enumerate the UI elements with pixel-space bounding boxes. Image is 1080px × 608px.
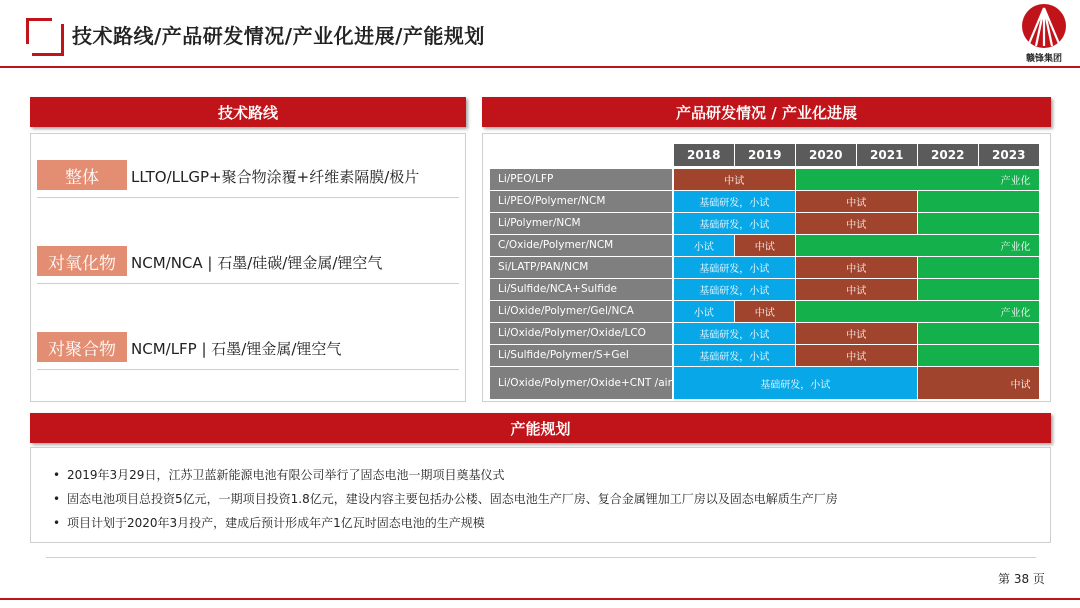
row-label: Li/Sulfide/Polymer/S+Gel (490, 345, 672, 366)
progress-panel-title: 产品研发情况 / 产业化进展 (482, 97, 1051, 127)
stage-bar-green (918, 323, 1039, 344)
route-panel (30, 133, 466, 402)
plan-item (53, 514, 485, 531)
stage-bar-brown: 中试 (796, 345, 917, 366)
stage-bar-brown: 中试 (796, 323, 917, 344)
plan-panel (30, 447, 1051, 543)
plan-item (53, 490, 838, 507)
stage-bar-blue: 基础研发，小试 (674, 323, 795, 344)
stage-bar-green (918, 213, 1039, 234)
bullet-icon: • (53, 468, 61, 482)
row-label: Li/PEO/Polymer/NCM (490, 191, 672, 212)
row-label: C/Oxide/Polymer/NCM (490, 235, 672, 256)
stage-bar-blue: 基础研发，小试 (674, 367, 917, 399)
header-divider (0, 66, 1080, 68)
year-header: 2019 (735, 144, 795, 166)
row-label: Li/Sulfide/NCA+Sulfide (490, 279, 672, 300)
stage-bar-brown: 中试 (674, 169, 795, 190)
route-text: LLTO/LLGP+聚合物涂覆+纤维素隔膜/极片 (131, 168, 420, 186)
route-tag: 对氧化物 (37, 246, 127, 276)
year-header: 2018 (674, 144, 734, 166)
route-row-oxide (37, 244, 459, 284)
year-header: 2020 (796, 144, 856, 166)
row-label: Li/Oxide/Polymer/Oxide+CNT /air (490, 367, 672, 399)
stage-bar-green: 产业化 (796, 301, 1039, 322)
page-number: 第 38 页 (998, 572, 1045, 586)
stage-bar-brown: 中试 (735, 301, 795, 322)
row-label: Si/LATP/PAN/NCM (490, 257, 672, 278)
stage-bar-blue: 基础研发，小试 (674, 191, 795, 212)
route-row-polymer (37, 330, 459, 370)
plan-item (53, 466, 504, 483)
year-header: 2023 (979, 144, 1039, 166)
bottom-bar (0, 598, 1080, 600)
stage-bar-green: 产业化 (796, 235, 1039, 256)
route-row-overall (37, 158, 459, 198)
stage-bar-green (918, 279, 1039, 300)
stage-bar-brown: 中试 (796, 213, 917, 234)
stage-bar-blue: 基础研发，小试 (674, 345, 795, 366)
route-tag: 对聚合物 (37, 332, 127, 362)
row-label: Li/PEO/LFP (490, 169, 672, 190)
year-header: 2022 (918, 144, 978, 166)
stage-bar-blue: 小试 (674, 235, 734, 256)
footer-divider (46, 557, 1036, 558)
plan-item-text: 固态电池项目总投资5亿元，一期项目投资1.8亿元，建设内容主要包括办公楼、固态电池生产厂房、复合金属锂加工厂房以及固态电解质生产厂房 (67, 492, 838, 506)
route-panel-title: 技术路线 (30, 97, 466, 127)
row-label: Li/Oxide/Polymer/Oxide/LCO (490, 323, 672, 344)
route-tag: 整体 (37, 160, 127, 190)
header-frame-icon-inner (32, 24, 64, 56)
stage-bar-brown: 中试 (796, 257, 917, 278)
stage-bar-brown: 中试 (735, 235, 795, 256)
stage-bar-green (918, 191, 1039, 212)
plan-panel-title: 产能规划 (30, 413, 1051, 443)
stage-bar-blue: 小试 (674, 301, 734, 322)
stage-bar-blue: 基础研发，小试 (674, 279, 795, 300)
bullet-icon: • (53, 516, 61, 530)
company-logo-text: 赣锋集团 (1025, 54, 1062, 64)
stage-bar-green: 产业化 (796, 169, 1039, 190)
stage-bar-blue: 基础研发，小试 (674, 257, 795, 278)
route-text: NCM/LFP | 石墨/锂金属/锂空气 (131, 340, 342, 358)
stage-bar-brown: 中试 (796, 279, 917, 300)
page-title: 技术路线/产品研发情况/产业化进展/产能规划 (72, 24, 485, 48)
bullet-icon: • (53, 492, 61, 506)
stage-bar-green (918, 345, 1039, 366)
stage-bar-brown: 中试 (918, 367, 1039, 399)
plan-item-text: 2019年3月29日，江苏卫蓝新能源电池有限公司举行了固态电池一期项目奠基仪式 (67, 468, 505, 482)
row-label: Li/Oxide/Polymer/Gel/NCA (490, 301, 672, 322)
stage-bar-green (918, 257, 1039, 278)
stage-bar-brown: 中试 (796, 191, 917, 212)
plan-item-text: 项目计划于2020年3月投产，建成后预计形成年产1亿瓦时固态电池的生产规模 (67, 516, 485, 530)
route-text: NCM/NCA | 石墨/硅碳/锂金属/锂空气 (131, 254, 383, 272)
stage-bar-blue: 基础研发，小试 (674, 213, 795, 234)
row-label: Li/Polymer/NCM (490, 213, 672, 234)
year-header: 2021 (857, 144, 917, 166)
